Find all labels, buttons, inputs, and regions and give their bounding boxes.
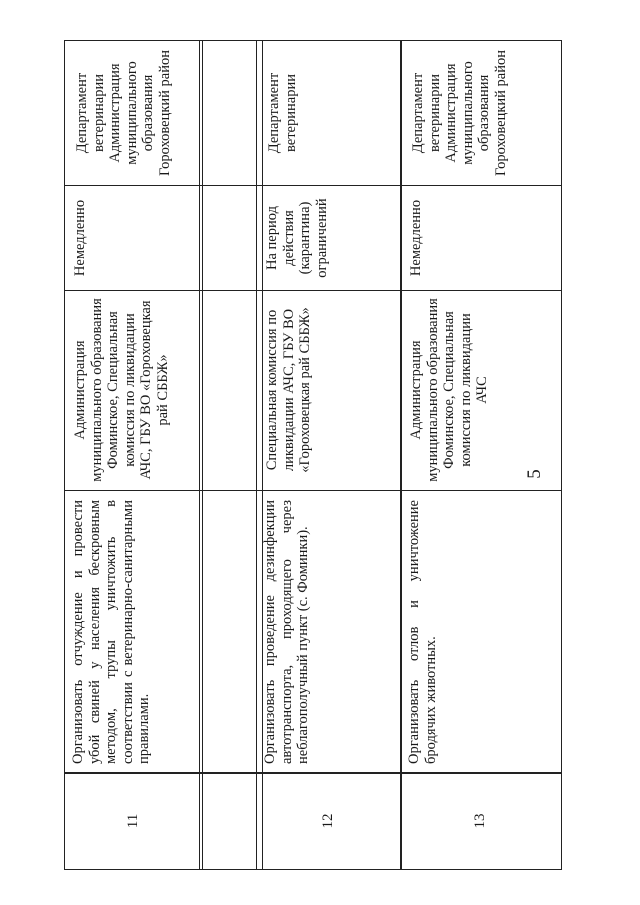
- row-activity: Организовать проведение дезинфекции автотранспорта, проходящего через неблагополучный пункт (с. Фоминки).: [262, 500, 311, 764]
- column-divider: [199, 41, 200, 869]
- row-executor: Специальная комиссия по ликвидации АЧС, ГБУ ВО «Гороховецкая рай СББЖ»: [264, 307, 313, 473]
- row-term: Немедленно: [72, 199, 88, 277]
- row-divider-13-14: [400, 40, 401, 870]
- row-executor: Администрация муниципального образования Фоминское, Специальная комиссия по ликвидации АЧС, ГБУ ВО «Гороховецкая рай СББЖ»: [72, 298, 171, 482]
- row-number: 12: [320, 813, 336, 829]
- row-executor: Администрация муниципального образования Фоминское, Специальная комиссия по ликвидации АЧС: [408, 298, 490, 482]
- row-divider-11-12: [202, 40, 203, 870]
- row-activity: Организовать отлов и уничтожение бродячих животных.: [406, 500, 439, 764]
- row-control: Департамент ветеринарии Администрация муниципального образования Гороховецкий район: [410, 49, 509, 177]
- column-divider-term: [64, 290, 562, 291]
- column-divider-executor: [64, 490, 562, 491]
- row-number: 11: [125, 813, 141, 829]
- row-term: Немедленно: [408, 199, 424, 277]
- column-divider-control: [64, 185, 562, 186]
- row-control: Департамент ветеринарии Администрация муниципального образования Гороховецкий район: [74, 49, 173, 177]
- page-number: 5: [524, 469, 545, 479]
- row-term: На период действия (карантина) ограничений: [264, 198, 330, 278]
- row-divider-12-13: [256, 40, 257, 870]
- column-divider: [401, 41, 402, 869]
- row-number: 13: [472, 813, 488, 829]
- row-activity: Организовать отчуждение и провести убой свиней у населения бескровным методом, трупы уничтожить в соответствии с ветеринарно-санитарными правилами.: [70, 500, 152, 764]
- row-control: Департамент ветеринарии: [266, 72, 299, 154]
